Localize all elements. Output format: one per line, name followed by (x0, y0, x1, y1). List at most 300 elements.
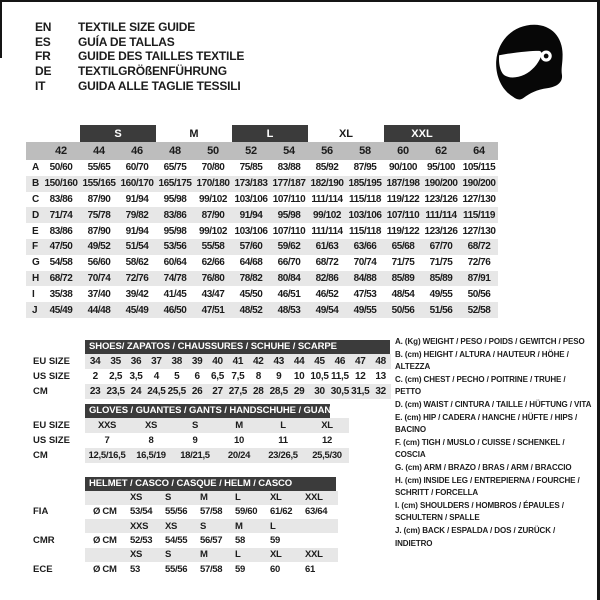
language-row (35, 78, 244, 93)
measurement-cell: 127/130 (462, 193, 496, 205)
sub-cell: 28,5 (269, 385, 288, 397)
shoes-table (30, 340, 391, 399)
shoes-row (30, 354, 391, 369)
row-letter: B (32, 178, 40, 190)
measurement-cell: 91/94 (239, 209, 263, 221)
sub-cell: 10,5 (310, 370, 329, 382)
sub-cell: 12 (355, 370, 366, 382)
sub-row-label (30, 491, 85, 505)
language-row (35, 49, 244, 64)
unit-spacer (85, 519, 128, 533)
measurement-cell: 123/126 (424, 225, 458, 237)
sub-cell: 29 (293, 385, 305, 397)
sub-cells (85, 384, 391, 399)
size-header-row (26, 142, 498, 160)
legend-item: B. (cm) HEIGHT / ALTURA / HAUTEUR / HÖHE / ALTEZZA (395, 349, 569, 372)
size-header-cell: 54 (283, 145, 295, 157)
helmet-value-cell: 60 (270, 563, 280, 575)
helmet-size-cells (85, 548, 338, 562)
language-list (35, 20, 244, 93)
measurement-cell: 83/86 (49, 193, 73, 205)
row-letter: J (32, 304, 38, 316)
measurement-cell: 68/72 (49, 272, 73, 284)
sub-cell: 20/24 (227, 449, 251, 461)
measurement-cell: 115/118 (349, 193, 381, 205)
sub-cell: 13 (375, 370, 386, 382)
helmet-logo-icon (491, 18, 567, 106)
sub-cell: 6,5 (211, 370, 225, 382)
measurement-cell: 48/53 (277, 304, 301, 316)
sub-row-label: US SIZE (33, 370, 70, 382)
sub-cell: 45 (314, 355, 325, 367)
row-letter: I (32, 288, 35, 300)
measurement-cell: 105/115 (462, 162, 496, 174)
sub-cell: 27,5 (228, 385, 248, 397)
sub-cell: 42 (253, 355, 264, 367)
helmet-size-cell: M (235, 520, 243, 532)
measurement-cell: 115/118 (349, 225, 381, 237)
language-row (35, 35, 244, 50)
measurement-cell: 55/58 (201, 241, 225, 253)
measurement-cell: 150/160 (44, 178, 78, 190)
frame-border-top (0, 0, 600, 2)
size-header-cell: 60 (397, 145, 409, 157)
sub-cells (85, 448, 349, 463)
diameter-unit: Ø CM (93, 506, 117, 518)
measurement-cell: 87/95 (353, 162, 377, 174)
measurement-cell: 45/49 (125, 304, 149, 316)
sub-cell: 28 (253, 385, 264, 397)
size-header-cell: 62 (435, 145, 447, 157)
measurement-cell: 71/75 (391, 257, 415, 269)
helmet-value-cell: 53 (130, 563, 140, 575)
sub-cell: 35 (110, 355, 121, 367)
legend-item: J. (cm) BACK / ESPALDA / DOS / ZURÜCK / INDIETRO (395, 525, 556, 548)
measurement-cell: 165/175 (158, 178, 192, 190)
helmet-value-cell: 52/53 (130, 535, 153, 547)
helmet-value-cell: 59 (235, 563, 245, 575)
shoes-row (30, 369, 391, 384)
sub-cell: 3,5 (129, 370, 143, 382)
measurement-cell: 43/47 (201, 288, 225, 300)
measurement-row (26, 239, 498, 255)
helmet-value-cell: 55/56 (165, 506, 188, 518)
size-group-row (26, 125, 498, 142)
language-row (35, 20, 244, 35)
legend-item: C. (cm) CHEST / PECHO / POITRINE / TRUHE / PETTO (395, 374, 566, 397)
sub-cell: 34 (89, 355, 101, 367)
helmet-value-cell: 63/64 (305, 506, 328, 518)
helmet-size-cell: XL (270, 492, 282, 504)
measurement-cell: 182/190 (310, 178, 344, 190)
measurement-cell: 79/82 (125, 209, 149, 221)
sub-cell: 9 (192, 434, 198, 446)
helmet-value-cells (85, 533, 338, 547)
measurement-cell: 85/89 (391, 272, 415, 284)
sub-cell: 23 (89, 385, 101, 397)
sub-row-label: EU SIZE (33, 355, 70, 367)
language-code: EN (35, 20, 52, 35)
measurement-cell: 60/70 (125, 162, 149, 174)
measurement-cell: 45/49 (49, 304, 73, 316)
measurement-cell: 185/195 (348, 178, 382, 190)
helmet-value-row (30, 505, 338, 519)
measurement-cell: 49/55 (353, 304, 377, 316)
sub-cell: 37 (151, 355, 162, 367)
textile-size-table (26, 125, 498, 318)
sub-cell: 10 (293, 370, 305, 382)
measurement-cell: 48/52 (239, 304, 263, 316)
measurement-cell: 87/90 (201, 209, 225, 221)
measurement-cell: 65/75 (163, 162, 187, 174)
measurement-cell: 60/64 (163, 257, 187, 269)
measurement-cell: 37/40 (87, 288, 111, 300)
measurement-cell: 83/86 (49, 225, 73, 237)
sub-cell: 27 (212, 385, 223, 397)
gloves-row (30, 418, 349, 433)
measurement-cell: 190/200 (462, 178, 496, 190)
sub-cell: 16,5/19 (136, 449, 166, 461)
measurement-cell: 107/110 (272, 225, 306, 237)
helmet-size-cell: M (200, 549, 208, 561)
measurement-cell: 83/88 (277, 162, 301, 174)
measurement-cell: 68/72 (467, 241, 491, 253)
helmet-size-cell: XL (270, 549, 282, 561)
size-header-cell: 42 (55, 145, 67, 157)
size-header-cell: 52 (245, 145, 257, 157)
size-header-cell: 44 (93, 145, 105, 157)
measurement-cell: 53/56 (163, 241, 187, 253)
sub-cell: 48 (375, 355, 386, 367)
language-label: TEXTILGRÖßENFÜHRUNG (78, 64, 227, 79)
standard-label: ECE (33, 563, 53, 575)
measurement-cell: 50/56 (391, 304, 415, 316)
gloves-row (30, 433, 349, 448)
shoes-row (30, 384, 391, 399)
language-label: TEXTILE SIZE GUIDE (78, 20, 196, 35)
sub-cell: 10 (234, 434, 244, 446)
measurement-cell: 72/76 (125, 272, 149, 284)
measurement-cell: 187/198 (386, 178, 420, 190)
measurement-cell: 56/60 (87, 257, 111, 269)
helmet-value-cell: 58 (235, 535, 245, 547)
measurement-cell: 65/68 (391, 241, 415, 253)
measurement-cell: 64/68 (239, 257, 263, 269)
helmet-table (30, 477, 338, 576)
helmet-size-cell (303, 519, 338, 533)
measurement-cell: 66/70 (277, 257, 301, 269)
measurement-cell: 99/102 (199, 225, 227, 237)
measurement-cell: 127/130 (462, 225, 496, 237)
helmet-value-cells (85, 562, 338, 576)
sub-cell: 25,5 (167, 385, 186, 397)
measurement-cell: 103/106 (234, 193, 268, 205)
gloves-row (30, 448, 349, 463)
sub-cell: 12,5/16,5 (88, 449, 126, 461)
legend-item: G. (cm) ARM / BRAZO / BRAS / ARM / BRACCIO (395, 462, 572, 472)
racing-helmet-icon (491, 18, 567, 106)
measurement-row (26, 255, 498, 271)
measurement-legend (395, 336, 593, 550)
size-group-s: S (80, 125, 156, 142)
size-header-cell: 46 (131, 145, 143, 157)
language-code: DE (35, 64, 52, 79)
helmet-value-cell: 54/55 (165, 535, 188, 547)
helmet-value-cell: 61/62 (270, 506, 293, 518)
measurement-cell: 85/89 (429, 272, 453, 284)
measurement-cell: 95/100 (427, 162, 455, 174)
sub-cell: 25,5/30 (312, 449, 342, 461)
size-group-xl: XL (338, 127, 354, 140)
helmet-size-cell: XS (165, 520, 178, 532)
helmet-value-row (30, 533, 338, 547)
helmet-size-cell: XS (130, 549, 143, 561)
measurement-cell: 80/84 (277, 272, 301, 284)
measurement-cell: 61/63 (315, 241, 339, 253)
sub-cell: 30,5 (330, 385, 350, 397)
helmet-value-cell (303, 533, 338, 547)
measurement-cell: 41/45 (163, 288, 187, 300)
sub-cell: 38 (171, 355, 183, 367)
helmet-title-bar: HELMET / CASCO / CASQUE / HELM / CASCO (85, 477, 336, 491)
measurement-cell: 87/90 (87, 225, 111, 237)
sub-cell: 9 (276, 370, 282, 382)
legend-item: I. (cm) SHOULDERS / HOMBROS / ÉPAULES / SCHULTERN / SPALLE (395, 500, 564, 523)
measurement-cell: 58/62 (125, 257, 149, 269)
measurement-cell: 155/165 (82, 178, 116, 190)
sub-cell: 32 (375, 385, 386, 397)
measurement-cell: 46/51 (277, 288, 301, 300)
measurement-cell: 177/187 (272, 178, 306, 190)
measurement-cell: 59/62 (277, 241, 301, 253)
sub-cell: 39 (191, 355, 203, 367)
measurement-cell: 49/52 (87, 241, 111, 253)
sub-row-label (30, 519, 85, 533)
measurement-cell: 71/74 (49, 209, 73, 221)
row-letter: C (32, 193, 40, 205)
sub-cell: 4 (153, 370, 159, 382)
sub-cell: 24,5 (147, 385, 166, 397)
measurement-cell: 99/102 (313, 209, 341, 221)
measurement-cell: 55/65 (87, 162, 111, 174)
helmet-value-cell: 57/58 (200, 563, 223, 575)
measurement-cell: 48/54 (391, 288, 415, 300)
measurement-row (26, 207, 498, 223)
sub-cell: 26 (191, 385, 203, 397)
measurement-cell: 119/122 (386, 225, 420, 237)
measurement-cell: 62/66 (201, 257, 225, 269)
legend-item: H. (cm) INSIDE LEG / ENTREPIERNA / FOURCHE / SCHRITT / FORCELLA (395, 475, 580, 498)
measurement-row (26, 176, 498, 192)
measurement-cell: 71/75 (429, 257, 453, 269)
sub-cell: 24 (130, 385, 142, 397)
diameter-unit: Ø CM (93, 535, 117, 547)
measurement-cell: 45/50 (239, 288, 263, 300)
sub-cell: 7,5 (231, 370, 245, 382)
size-row-spacer (26, 142, 42, 160)
sub-cell: 46 (334, 355, 346, 367)
measurement-cell: 50/60 (49, 162, 73, 174)
measurement-cell: 107/110 (386, 209, 420, 221)
sub-cell: 12 (322, 434, 332, 446)
measurement-cell: 111/114 (425, 209, 457, 221)
measurement-cell: 87/91 (467, 272, 491, 284)
measurement-cell: 75/85 (239, 162, 263, 174)
helmet-value-cell: 55/56 (165, 563, 188, 575)
unit-spacer (85, 548, 128, 562)
measurement-rows (26, 160, 498, 318)
measurement-cell: 95/98 (163, 193, 187, 205)
measurement-cell: 49/55 (429, 288, 453, 300)
helmet-value-row (30, 562, 338, 576)
measurement-cell: 123/126 (424, 193, 458, 205)
sub-row-label: US SIZE (33, 434, 70, 446)
measurement-cell: 95/98 (163, 225, 187, 237)
sub-row-label: CM (33, 385, 48, 397)
sub-cell: 8 (148, 434, 154, 446)
measurement-cell: 190/200 (424, 178, 458, 190)
legend-item: D. (cm) WAIST / CINTURA / TAILLE / HÜFTUNG / VITA (395, 399, 592, 409)
measurement-cell: 52/58 (467, 304, 491, 316)
measurement-cell: 70/74 (87, 272, 111, 284)
helmet-size-cell: XXL (305, 492, 323, 504)
size-header-cell: 50 (207, 145, 219, 157)
sub-cell: 36 (130, 355, 142, 367)
sub-cell: XXS (97, 419, 117, 431)
helmet-size-cell: S (165, 549, 172, 561)
diameter-unit: Ø CM (93, 563, 117, 575)
measurement-cell: 54/58 (49, 257, 73, 269)
sub-cells (85, 418, 349, 433)
language-code: ES (35, 34, 51, 49)
shoes-title-bar: SHOES/ ZAPATOS / CHAUSSURES / SCHUHE / SCARPE (85, 340, 390, 354)
measurement-row (26, 302, 498, 318)
sub-cell: 2,5 (109, 370, 123, 382)
measurement-cell: 173/183 (234, 178, 268, 190)
measurement-row (26, 223, 498, 239)
helmet-value-cell: 59 (270, 535, 280, 547)
measurement-cell: 115/119 (463, 209, 495, 221)
sub-row-label (30, 548, 85, 562)
helmet-letter-row (30, 519, 338, 533)
measurement-cell: 47/50 (49, 241, 73, 253)
unit-spacer (85, 491, 128, 505)
sub-cell: 18/21,5 (180, 449, 210, 461)
row-letter: F (32, 241, 39, 253)
sub-cell: 8 (255, 370, 261, 382)
measurement-cell: 78/82 (239, 272, 263, 284)
sub-cell: 11,5 (331, 370, 349, 382)
measurement-cell: 90/100 (389, 162, 417, 174)
measurement-cell: 68/72 (315, 257, 339, 269)
helmet-size-cell: XS (130, 492, 143, 504)
measurement-cell: 103/106 (348, 209, 382, 221)
sub-row-label: CM (33, 449, 48, 461)
helmet-value-cell: 57/58 (200, 506, 223, 518)
sub-cells (85, 354, 391, 369)
helmet-size-cell: L (235, 549, 241, 561)
measurement-cell: 83/86 (163, 209, 187, 221)
size-header-cell: 64 (473, 145, 485, 157)
measurement-cell: 47/51 (201, 304, 225, 316)
measurement-cell: 49/54 (315, 304, 339, 316)
row-letter: H (32, 272, 40, 284)
measurement-cell: 70/74 (353, 257, 377, 269)
measurement-cell: 35/38 (49, 288, 73, 300)
helmet-value-cell: 61 (305, 563, 315, 575)
sub-cells (85, 369, 391, 384)
sub-cell: XL (321, 419, 333, 431)
sub-cell: 44 (293, 355, 305, 367)
sub-cell: 6 (194, 370, 200, 382)
helmet-value-cell: 59/60 (235, 506, 258, 518)
helmet-size-cell: L (235, 492, 241, 504)
language-label: GUIDA ALLE TAGLIE TESSILI (78, 78, 241, 93)
measurement-cell: 91/94 (125, 193, 149, 205)
helmet-value-cells (85, 505, 338, 519)
measurement-cell: 74/78 (163, 272, 187, 284)
measurement-cell: 170/180 (196, 178, 230, 190)
measurement-cell: 103/106 (234, 225, 268, 237)
measurement-cell: 75/78 (87, 209, 111, 221)
size-header-cell: 58 (359, 145, 371, 157)
gloves-title-bar: GLOVES / GUANTES / GANTS / HANDSCHUHE / GUANTI (85, 404, 330, 418)
size-group-l: L (232, 125, 308, 142)
measurement-cell: 91/94 (125, 225, 149, 237)
legend-item: E. (cm) HIP / CADERA / HANCHE / HÜFTE / HIPS / BACINO (395, 412, 578, 435)
measurement-cell: 82/86 (315, 272, 339, 284)
row-letter: D (32, 209, 40, 221)
sub-cell: S (191, 419, 199, 431)
language-code: FR (35, 49, 51, 64)
measurement-cell: 51/54 (125, 241, 149, 253)
legend-item: A. (Kg) WEIGHT / PESO / POIDS / GEWITCH / PESO (395, 337, 585, 346)
measurement-cell: 119/122 (386, 193, 420, 205)
sub-cell: 40 (212, 355, 223, 367)
sub-cell: 41 (232, 355, 244, 367)
measurement-cell: 51/56 (429, 304, 453, 316)
standard-label: CMR (33, 535, 55, 547)
helmet-letter-row (30, 491, 338, 505)
helmet-size-cell: XXS (130, 520, 149, 532)
sub-cell: 5 (174, 370, 180, 382)
sub-cell: 7 (104, 434, 110, 446)
measurement-cell: 46/50 (163, 304, 187, 316)
helmet-value-cell: 56/57 (200, 535, 223, 547)
sub-cell: 23/26,5 (268, 449, 298, 461)
helmet-size-cells (85, 519, 338, 533)
row-letter: A (32, 162, 40, 174)
sub-cell: M (235, 419, 243, 431)
measurement-cell: 57/60 (239, 241, 263, 253)
sub-cell: 23,5 (106, 385, 125, 397)
language-label: GUIDE DES TAILLES TEXTILE (78, 49, 245, 64)
measurement-cell: 107/110 (272, 193, 306, 205)
measurement-cell: 50/56 (467, 288, 491, 300)
measurement-cell: 99/102 (199, 193, 227, 205)
sub-cell: 30 (314, 385, 325, 397)
sub-cell: XS (144, 419, 158, 431)
size-group-xxl: XXL (384, 125, 460, 142)
measurement-cell: 160/170 (120, 178, 154, 190)
sub-cell: 2 (92, 370, 98, 382)
sub-cells (85, 433, 349, 448)
helmet-letter-row (30, 548, 338, 562)
sub-cell: 11 (278, 434, 288, 446)
measurement-cell: 47/53 (353, 288, 377, 300)
helmet-value-cell: 53/54 (130, 506, 153, 518)
sub-cell: 31,5 (351, 385, 370, 397)
